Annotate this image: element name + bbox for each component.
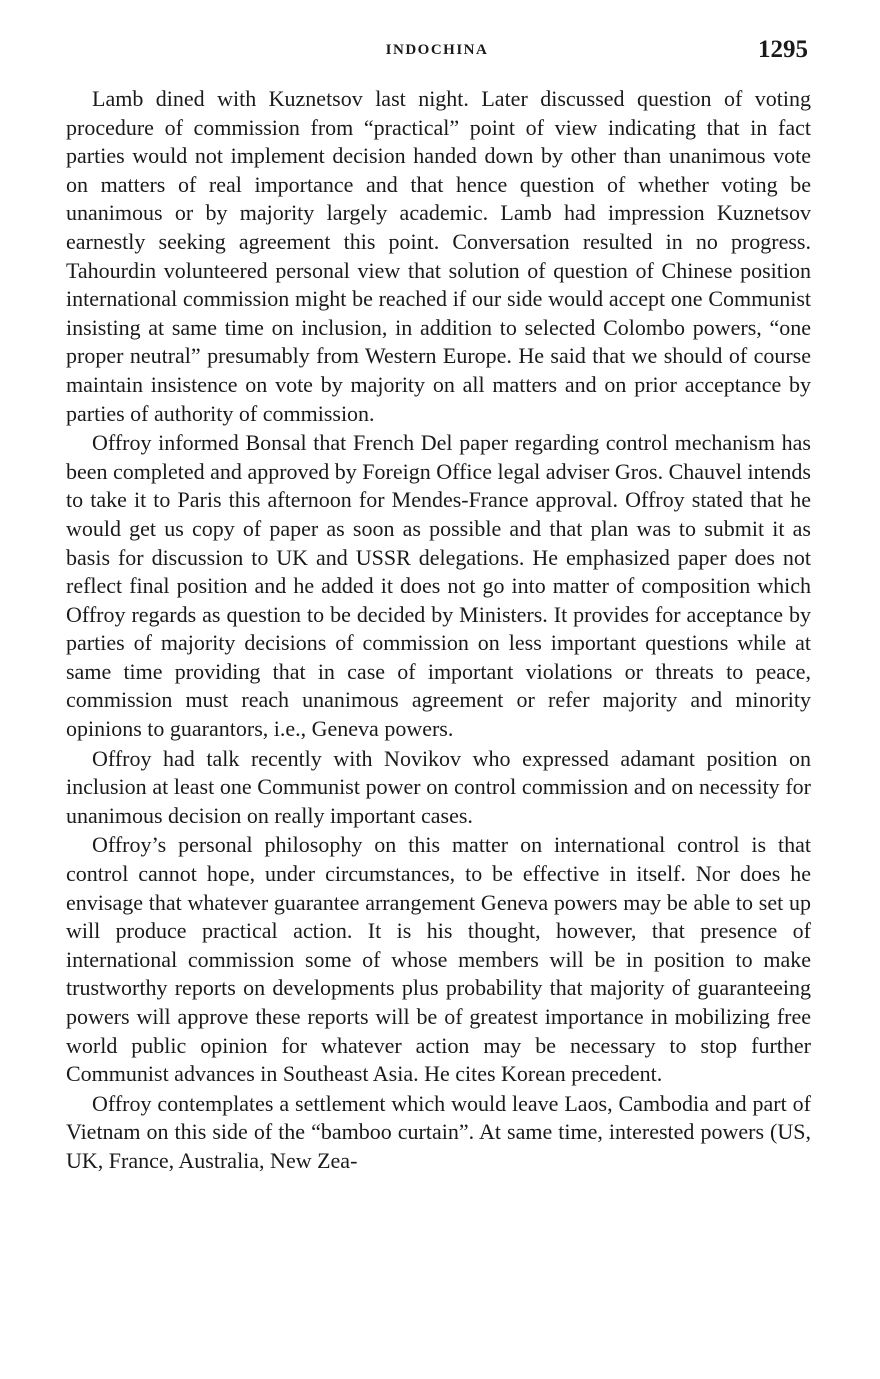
- running-title: INDOCHINA: [385, 42, 489, 58]
- paragraph-lamb-kuznetsov: Lamb dined with Kuznetsov last night. Later discussed question of voting procedure of commission from “practical” point of view indicating that in fact parties would not implement decision handed down by other than unanimous vote on matters of real importance and that hence question of whether voting be unanimous or by majority largely academic. Lamb had impression Kuznetsov earnestly seeking agreement this point. Conversation resulted in no progress. Tahourdin volunteered personal view that solution of question of Chinese position international commission might be reached if our side would accept one Communist insisting at same time on inclusion, in addition to selected Colombo powers, “one proper neutral” presumably from Western Europe. He said that we should of course maintain insistence on vote by majority on all matters and on prior acceptance by parties of authority of commission.: [66, 86, 811, 426]
- document-body: [66, 85, 811, 1177]
- paragraph-novikov: Offroy had talk recently with Novikov who expressed adamant position on inclusion at least one Communist power on control commission and on necessity for unanimous decision on really important cases.: [66, 745, 811, 828]
- running-header: [66, 36, 808, 66]
- paragraph-offroy-philosophy: Offroy’s personal philosophy on this matter on international control is that control cannot hope, under circumstances, to be effective in itself. Nor does he envisage that whatever guarantee arrangement Geneva powers may be able to set up will produce practical action. It is his thought, however, that presence of international commission some of whose members will be in position to make trustworthy reports on developments plus probability that majority of guaranteeing powers will approve these reports will be of greatest importance in mobilizing free world public opinion for whatever action may be necessary to stop further Communist advances in Southeast Asia. He cites Korean precedent.: [66, 832, 811, 1087]
- page-number: 1295: [758, 36, 808, 63]
- paragraph-settlement: Offroy contemplates a settlement which would leave Laos, Cambodia and part of Vietnam on this side of the “bamboo curtain”. At same time, interested powers (US, UK, France, Australia, New Zea-: [66, 1090, 811, 1173]
- paragraph-french-paper: Offroy informed Bonsal that French Del paper regarding control mechanism has been completed and approved by Foreign Office legal adviser Gros. Chauvel intends to take it to Paris this afternoon for Mendes-France approval. Offroy stated that he would get us copy of paper as soon as possible and that plan was to submit it as basis for discussion to UK and USSR delegations. He emphasized paper does not reflect final position and he added it does not go into matter of composition which Offroy regards as question to be decided by Ministers. It provides for acceptance by parties of majority decisions of commission on less important questions while at same time providing that in case of important violations or threats to peace, commission must reach unanimous agreement or refer majority and minority opinions to guarantors, i.e., Geneva powers.: [66, 430, 811, 742]
